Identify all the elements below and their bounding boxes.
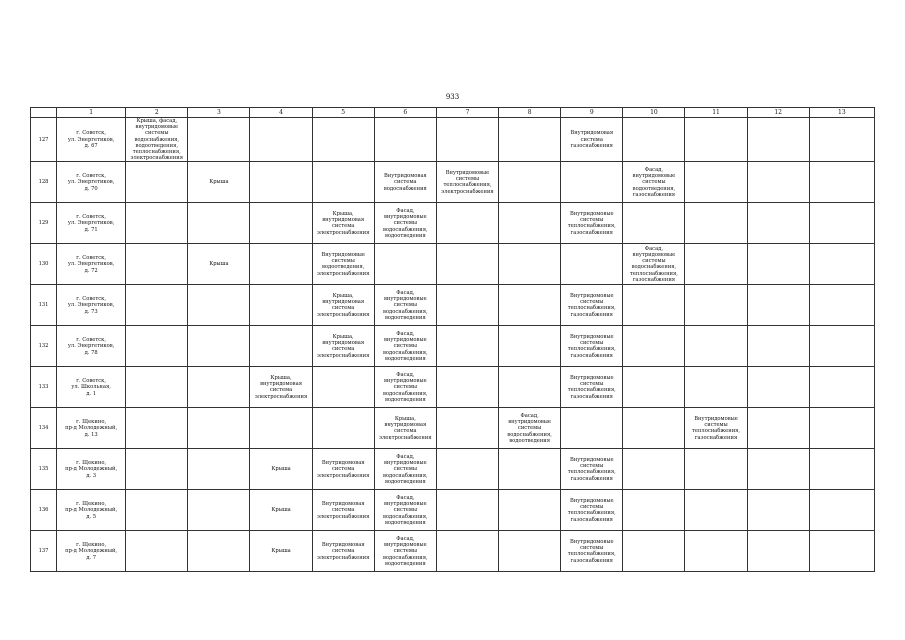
work-type-cell: Внутридомовые системы теплоснабжения, газоснабжения: [561, 367, 623, 408]
work-type-cell: [747, 449, 809, 490]
work-type-cell: [809, 531, 874, 572]
work-type-cell: [809, 244, 874, 285]
work-type-cell: [312, 162, 374, 203]
table-row: [31, 203, 875, 244]
work-type-cell: [809, 449, 874, 490]
work-type-cell: [499, 203, 561, 244]
row-number-cell: 129: [31, 203, 57, 244]
work-type-cell: [685, 367, 747, 408]
header-cell: 1: [57, 108, 126, 118]
work-type-cell: [250, 285, 312, 326]
work-type-cell: [809, 285, 874, 326]
work-type-cell: [499, 326, 561, 367]
work-type-cell: [561, 408, 623, 449]
work-type-cell: [809, 162, 874, 203]
row-number-cell: 133: [31, 367, 57, 408]
work-type-cell: [561, 162, 623, 203]
work-type-cell: Внутридомовые системы водоотведения, электроснабжения: [312, 244, 374, 285]
work-type-cell: [126, 408, 188, 449]
work-type-cell: [747, 531, 809, 572]
address-cell: г. Советск, ул. Школьная, д. 1: [57, 367, 126, 408]
header-cell: 7: [436, 108, 498, 118]
table-row: [31, 408, 875, 449]
work-type-cell: [499, 531, 561, 572]
work-type-cell: [436, 203, 498, 244]
address-cell: г. Щекино, пр-д Молодежный, д. 7: [57, 531, 126, 572]
repair-plan-table: [30, 107, 875, 572]
work-type-cell: [126, 490, 188, 531]
header-cell: 9: [561, 108, 623, 118]
work-type-cell: Фасад, внутридомовые системы водоснабжения, водоотведения: [374, 367, 436, 408]
work-type-cell: [809, 118, 874, 162]
work-type-cell: [436, 326, 498, 367]
work-type-cell: [188, 490, 250, 531]
work-type-cell: [623, 449, 685, 490]
header-cell: 12: [747, 108, 809, 118]
work-type-cell: [747, 408, 809, 449]
work-type-cell: [809, 326, 874, 367]
work-type-cell: Крыша: [188, 244, 250, 285]
work-type-cell: Крыша, фасад, внутридомовые системы водоснабжения, водоотведения, теплоснабжения, электроснабжения: [126, 118, 188, 162]
work-type-cell: Внутридомовые системы теплоснабжения, газоснабжения: [685, 408, 747, 449]
work-type-cell: [250, 408, 312, 449]
work-type-cell: [436, 118, 498, 162]
work-type-cell: [685, 162, 747, 203]
row-number-cell: 137: [31, 531, 57, 572]
table-row: [31, 118, 875, 162]
work-type-cell: Фасад, внутридомовые системы водоснабжения, водоотведения: [374, 326, 436, 367]
work-type-cell: [188, 326, 250, 367]
table-row: [31, 244, 875, 285]
row-number-cell: 128: [31, 162, 57, 203]
work-type-cell: Крыша, внутридомовая система электроснабжения: [312, 326, 374, 367]
work-type-cell: [747, 118, 809, 162]
address-cell: г. Советск, ул. Энергетиков, д. 70: [57, 162, 126, 203]
address-cell: г. Щекино, пр-д Молодежный, д. 5: [57, 490, 126, 531]
work-type-cell: Внутридомовая система электроснабжения: [312, 449, 374, 490]
work-type-cell: [436, 531, 498, 572]
work-type-cell: Внутридомовые системы теплоснабжения, газоснабжения: [561, 285, 623, 326]
work-type-cell: [126, 244, 188, 285]
work-type-cell: [499, 490, 561, 531]
table-row: [31, 285, 875, 326]
work-type-cell: [499, 449, 561, 490]
work-type-cell: [188, 118, 250, 162]
row-number-cell: 135: [31, 449, 57, 490]
work-type-cell: Крыша, внутридомовая система электроснабжения: [312, 203, 374, 244]
work-type-cell: [685, 118, 747, 162]
work-type-cell: [126, 326, 188, 367]
work-type-cell: Фасад, внутридомовые системы водоснабжения, водоотведения: [374, 285, 436, 326]
table-body: [31, 108, 875, 572]
work-type-cell: [188, 408, 250, 449]
work-type-cell: Внутридомовые системы теплоснабжения, электроснабжения: [436, 162, 498, 203]
work-type-cell: [188, 449, 250, 490]
work-type-cell: [312, 367, 374, 408]
table-row: [31, 490, 875, 531]
work-type-cell: [685, 285, 747, 326]
header-cell: 3: [188, 108, 250, 118]
work-type-cell: [809, 490, 874, 531]
header-cell: 8: [499, 108, 561, 118]
work-type-cell: [499, 118, 561, 162]
work-type-cell: [623, 531, 685, 572]
address-cell: г. Советск, ул. Энергетиков, д. 73: [57, 285, 126, 326]
work-type-cell: [188, 367, 250, 408]
work-type-cell: [747, 326, 809, 367]
work-type-cell: Фасад, внутридомовые системы водоснабжения, водоотведения: [374, 449, 436, 490]
work-type-cell: [250, 326, 312, 367]
work-type-cell: [623, 326, 685, 367]
address-cell: г. Щекино, пр-д Молодежный, д. 13: [57, 408, 126, 449]
work-type-cell: [250, 203, 312, 244]
work-type-cell: [250, 162, 312, 203]
work-type-cell: [809, 408, 874, 449]
work-type-cell: [188, 203, 250, 244]
address-cell: г. Советск, ул. Энергетиков, д. 72: [57, 244, 126, 285]
work-type-cell: [747, 490, 809, 531]
work-type-cell: [436, 490, 498, 531]
header-cell: 5: [312, 108, 374, 118]
work-type-cell: Внутридомовая система водоснабжения: [374, 162, 436, 203]
work-type-cell: [623, 203, 685, 244]
work-type-cell: Внутридомовые системы теплоснабжения, газоснабжения: [561, 326, 623, 367]
row-number-cell: 136: [31, 490, 57, 531]
work-type-cell: Внутридомовые системы теплоснабжения, газоснабжения: [561, 449, 623, 490]
address-cell: г. Советск, ул. Энергетиков, д. 67: [57, 118, 126, 162]
header-cell: 10: [623, 108, 685, 118]
work-type-cell: [623, 490, 685, 531]
row-number-cell: 132: [31, 326, 57, 367]
work-type-cell: [188, 285, 250, 326]
work-type-cell: [685, 490, 747, 531]
table-row: [31, 162, 875, 203]
work-type-cell: [747, 162, 809, 203]
work-type-cell: [126, 203, 188, 244]
work-type-cell: [623, 408, 685, 449]
row-number-cell: 130: [31, 244, 57, 285]
work-type-cell: Крыша: [250, 449, 312, 490]
work-type-cell: [312, 118, 374, 162]
work-type-cell: Внутридомовая система газоснабжения: [561, 118, 623, 162]
work-type-cell: Крыша, внутридомовая система электроснабжения: [250, 367, 312, 408]
work-type-cell: [623, 285, 685, 326]
work-type-cell: [685, 531, 747, 572]
work-type-cell: [126, 449, 188, 490]
table-row: [31, 367, 875, 408]
work-type-cell: [747, 367, 809, 408]
work-type-cell: [436, 285, 498, 326]
header-cell-blank: [31, 108, 57, 118]
work-type-cell: Внутридомовые системы теплоснабжения, газоснабжения: [561, 531, 623, 572]
work-type-cell: Фасад, внутридомовые системы водоснабжения, теплоснабжения, газоснабжения: [623, 244, 685, 285]
work-type-cell: Фасад, внутридомовые системы водоснабжения, водоотведения: [374, 531, 436, 572]
work-type-cell: [499, 162, 561, 203]
address-cell: г. Щекино, пр-д Молодежный, д. 3: [57, 449, 126, 490]
header-cell: 4: [250, 108, 312, 118]
work-type-cell: [312, 408, 374, 449]
header-row: [31, 108, 875, 118]
row-number-cell: 127: [31, 118, 57, 162]
work-type-cell: [747, 285, 809, 326]
work-type-cell: Внутридомовые системы теплоснабжения, газоснабжения: [561, 203, 623, 244]
work-type-cell: [374, 244, 436, 285]
work-type-cell: Крыша, внутридомовая система электроснабжения: [312, 285, 374, 326]
address-cell: г. Советск, ул. Энергетиков, д. 71: [57, 203, 126, 244]
work-type-cell: [623, 367, 685, 408]
work-type-cell: [685, 326, 747, 367]
table-row: [31, 449, 875, 490]
work-type-cell: [374, 118, 436, 162]
work-type-cell: [250, 118, 312, 162]
header-cell: 11: [685, 108, 747, 118]
row-number-cell: 134: [31, 408, 57, 449]
work-type-cell: [436, 367, 498, 408]
header-cell: 6: [374, 108, 436, 118]
work-type-cell: [685, 244, 747, 285]
work-type-cell: [809, 203, 874, 244]
header-cell: 13: [809, 108, 874, 118]
work-type-cell: Крыша: [250, 490, 312, 531]
work-type-cell: [250, 244, 312, 285]
work-type-cell: [436, 408, 498, 449]
work-type-cell: Фасад, внутридомовые системы водоснабжения, водоотведения: [499, 408, 561, 449]
work-type-cell: [809, 367, 874, 408]
address-cell: г. Советск, ул. Энергетиков, д. 78: [57, 326, 126, 367]
work-type-cell: [126, 162, 188, 203]
work-type-cell: [436, 244, 498, 285]
work-type-cell: Фасад, внутридомовые системы водоотведения, газоснабжения: [623, 162, 685, 203]
table-row: [31, 326, 875, 367]
header-cell: 2: [126, 108, 188, 118]
work-type-cell: Внутридомовая система электроснабжения: [312, 531, 374, 572]
work-type-cell: [747, 203, 809, 244]
work-type-cell: [685, 203, 747, 244]
work-type-cell: [126, 285, 188, 326]
work-type-cell: Крыша, внутридомовая система электроснабжения: [374, 408, 436, 449]
work-type-cell: [188, 531, 250, 572]
row-number-cell: 131: [31, 285, 57, 326]
page-number: 933: [445, 93, 460, 101]
work-type-cell: [126, 531, 188, 572]
work-type-cell: [623, 118, 685, 162]
work-type-cell: [436, 449, 498, 490]
work-type-cell: [685, 449, 747, 490]
work-type-cell: [499, 367, 561, 408]
work-type-cell: [499, 244, 561, 285]
work-type-cell: Крыша: [188, 162, 250, 203]
work-type-cell: [499, 285, 561, 326]
work-type-cell: [747, 244, 809, 285]
work-type-cell: Фасад, внутридомовые системы водоснабжения, водоотведения: [374, 490, 436, 531]
table-row: [31, 531, 875, 572]
work-type-cell: [126, 367, 188, 408]
work-type-cell: Внутридомовые системы теплоснабжения, газоснабжения: [561, 490, 623, 531]
work-type-cell: Внутридомовая система электроснабжения: [312, 490, 374, 531]
work-type-cell: Фасад, внутридомовые системы водоснабжения, водоотведения: [374, 203, 436, 244]
work-type-cell: [561, 244, 623, 285]
work-type-cell: Крыша: [250, 531, 312, 572]
